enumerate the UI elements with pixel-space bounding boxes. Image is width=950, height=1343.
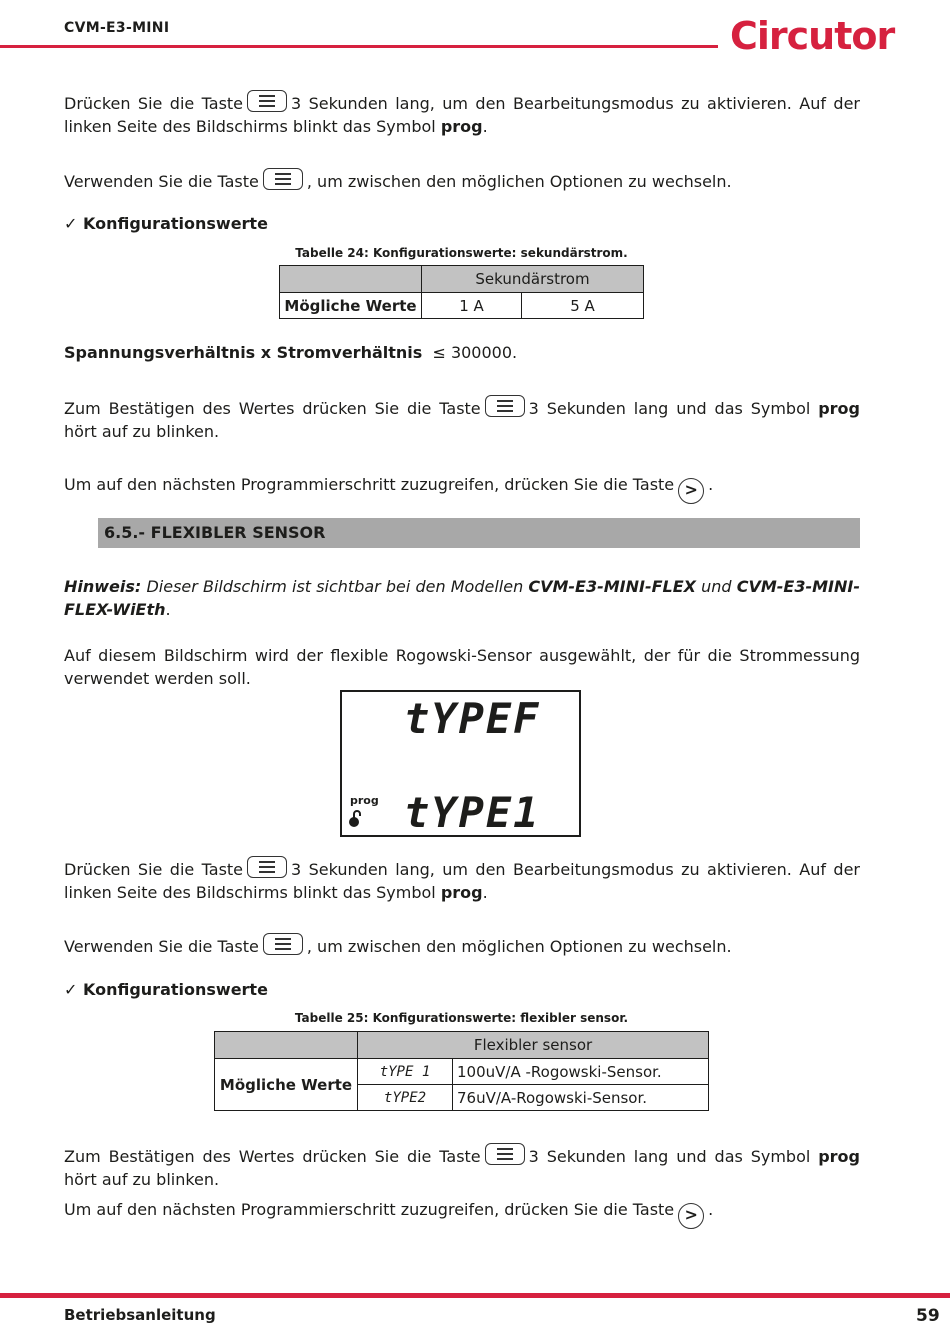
lock-icon xyxy=(348,810,362,824)
section-heading: 6.5.- FLEXIBLER SENSOR xyxy=(98,518,860,548)
value-5a: 5 A xyxy=(522,293,644,319)
table-25-caption: Tabelle 25: Konfigurationswerte: flexibler sensor. xyxy=(294,1011,629,1025)
row-label: Mögliche Werte xyxy=(280,293,422,319)
ratio-limit: Spannungsverhältnis x Stromverhältnis ≤ 300000. xyxy=(64,343,518,362)
paragraph-confirm: Zum Bestätigen des Wertes drücken Sie die Taste 3 Sekunden lang und das Symbol prog hört auf zu blinken. xyxy=(64,395,860,443)
paragraph-switch-options: Verwenden Sie die Taste , um zwischen den möglichen Optionen zu wechseln. xyxy=(64,168,860,193)
table-corner xyxy=(215,1032,358,1059)
paragraph-edit-mode-2: Drücken Sie die Taste 3 Sekunden lang, um den Bearbeitungsmodus zu aktivieren. Auf der linken Seite des Bildschirms blinkt das Symbol prog. xyxy=(64,856,860,904)
row-label: Mögliche Werte xyxy=(215,1059,358,1111)
menu-key-icon xyxy=(247,90,287,112)
paragraph-confirm-2: Zum Bestätigen des Wertes drücken Sie die Taste 3 Sekunden lang und das Symbol prog hört auf zu blinken. xyxy=(64,1143,860,1191)
footer-rule xyxy=(0,1293,950,1298)
lcd-top-line: tYPEF xyxy=(404,694,541,743)
menu-key-icon xyxy=(263,168,303,190)
config-values-heading-2: ✓ Konfigurationswerte xyxy=(64,980,268,999)
desc-cell: 100uV/A -Rogowski-Sensor. xyxy=(453,1059,709,1085)
header-rule xyxy=(0,45,718,48)
paragraph-edit-mode: Drücken Sie die Taste 3 Sekunden lang, um den Bearbeitungsmodus zu aktivieren. Auf der linken Seite des Bildschirms blinkt das Symbol prog. xyxy=(64,90,860,138)
brand-logo: Circutor xyxy=(730,14,895,58)
table-corner xyxy=(280,266,422,293)
code-cell: tYPE2 xyxy=(358,1085,453,1111)
paragraph-next-step-2: Um auf den nächsten Programmierschritt zuzugreifen, drücken Sie die Taste > . xyxy=(64,1198,860,1229)
menu-key-icon xyxy=(247,856,287,878)
note: Hinweis: Dieser Bildschirm ist sichtbar bei den Modellen CVM-E3-MINI-FLEX und CVM-E3-MINI-FLEX-WiEth. xyxy=(64,577,860,619)
table-24-caption: Tabelle 24: Konfigurationswerte: sekundärstrom. xyxy=(295,246,628,260)
next-key-icon: > xyxy=(678,1203,704,1229)
footer-label: Betriebsanleitung xyxy=(64,1306,216,1324)
menu-key-icon xyxy=(263,933,303,955)
paragraph-switch-options-2: Verwenden Sie die Taste , um zwischen den möglichen Optionen zu wechseln. xyxy=(64,933,860,958)
lcd-display xyxy=(340,690,581,837)
lcd-prog-label: prog xyxy=(350,794,379,807)
menu-key-icon xyxy=(485,1143,525,1165)
menu-key-icon xyxy=(485,395,525,417)
table-header: Flexibler sensor xyxy=(358,1032,709,1059)
table-24 xyxy=(279,265,644,319)
value-1a: 1 A xyxy=(422,293,522,319)
lcd-bottom-line: tYPE1 xyxy=(404,788,541,837)
next-key-icon: > xyxy=(678,478,704,504)
paragraph-next-step: Um auf den nächsten Programmierschritt zuzugreifen, drücken Sie die Taste > . xyxy=(64,473,860,504)
page-number: 59 xyxy=(916,1306,940,1326)
paragraph-rogowski: Auf diesem Bildschirm wird der flexible Rogowski-Sensor ausgewählt, der für die Strommessung verwendet werden soll. xyxy=(64,646,860,688)
document-title: CVM-E3-MINI xyxy=(64,20,170,36)
code-cell: tYPE 1 xyxy=(358,1059,453,1085)
table-header: Sekundärstrom xyxy=(422,266,644,293)
table-25 xyxy=(214,1031,709,1111)
desc-cell: 76uV/A-Rogowski-Sensor. xyxy=(453,1085,709,1111)
config-values-heading: ✓ Konfigurationswerte xyxy=(64,214,268,233)
